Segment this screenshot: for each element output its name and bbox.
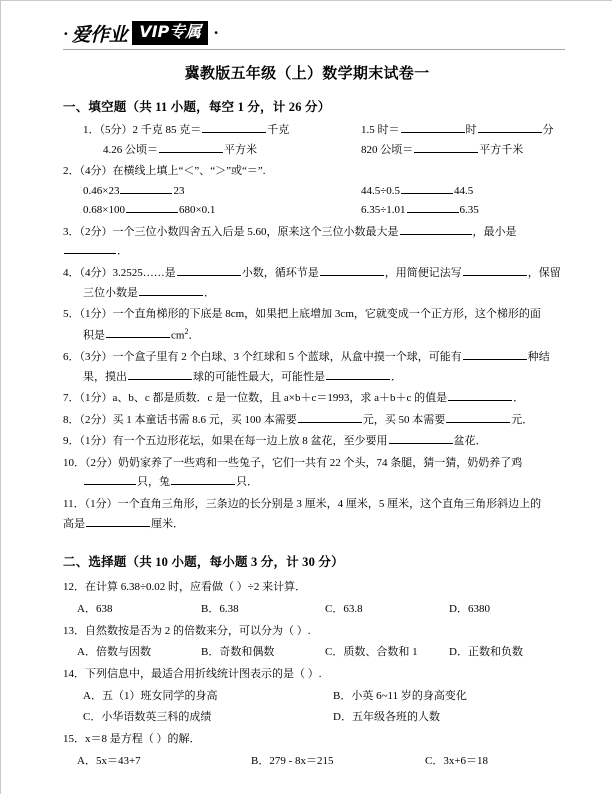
q5-part-b: 积是 (83, 329, 105, 342)
q2-blank-3[interactable] (126, 202, 178, 213)
q3-blank-2[interactable] (64, 243, 116, 254)
question-1 (63, 121, 565, 160)
q6-part-d: 球的可能性最大，可能性是 (193, 370, 325, 383)
q6-line-2 (63, 368, 565, 388)
q12-choice-a[interactable]: A．638 (77, 602, 113, 615)
q6-blank-2[interactable] (128, 368, 192, 379)
question-7 (63, 389, 565, 409)
q1-left-1-tail: 千克 (267, 124, 290, 136)
brand-header (1, 1, 612, 46)
q1-left-1: 2 千克 85 克＝ (132, 124, 202, 136)
question-3 (63, 223, 565, 262)
q7-blank-1[interactable] (448, 390, 512, 401)
q15-choice-a[interactable]: A．5x＝43+7 (77, 754, 141, 767)
q6-part-a: 6．（3分）一个盒子里有 2 个白球、3 个红球和 5 个蓝球，从盒中摸一个球，可能有 (63, 351, 462, 364)
q2-blank-4[interactable] (407, 202, 459, 213)
q4-part-f: ． (204, 286, 215, 299)
q4-blank-3[interactable] (463, 265, 527, 276)
q5-unit-sup: 2 (184, 326, 189, 336)
q11-blank-1[interactable] (86, 515, 150, 526)
question-14-choices-row-1 (63, 687, 565, 707)
vip-badge: VIP专属 (132, 21, 208, 44)
q4-part-b: 小数，循环节是 (241, 267, 319, 280)
q1-right-1-mid: 时 (465, 124, 477, 136)
q14-choice-a[interactable]: A．五（1）班女同学的身高 (83, 689, 218, 702)
q11-part-b: 高是 (63, 517, 85, 530)
q7-part-b: ． (513, 392, 525, 405)
question-10 (63, 454, 565, 493)
q6-part-e: ． (391, 370, 402, 383)
page-title: 冀教版五年级（上）数学期末试卷一 (184, 66, 430, 82)
q8-blank-2[interactable] (446, 411, 510, 422)
q11-part-c: 厘米． (151, 517, 184, 530)
q10-part-c: 只． (236, 476, 258, 489)
question-15-choices (63, 752, 565, 772)
q10-blank-2[interactable] (171, 474, 235, 485)
logo-dot-right-icon: · (213, 23, 219, 42)
q1-right-1: 1.5 时＝ (361, 124, 400, 136)
q10-part-b: 只，兔 (137, 476, 170, 489)
q2-right-2b: 6.35 (459, 204, 479, 217)
q7-part-a: 7．（1分）a、b、c 都是质数．c 是一位数，且 a×b＋c＝1993，求 a＋b＋c 的值是 (63, 392, 448, 405)
q10-line-2 (63, 473, 565, 493)
q8-part-a: 8．（2分）买 1 本童话书需 8.6 元，买 100 本需要 (63, 413, 297, 426)
q3-part-b: ，最小是 (472, 225, 517, 238)
q4-part-c: ，用简便记法写 (384, 267, 462, 280)
question-14-choices-row-2 (63, 708, 565, 728)
q5-line-2 (63, 325, 565, 346)
q12-choice-d[interactable]: D．6380 (449, 602, 490, 615)
q2-left-2a: 0.68×100 (83, 204, 125, 217)
q13-choice-a[interactable]: A．倍数与因数 (77, 646, 151, 659)
q3-part-a: 3．（2分）一个三位小数四舍五入后是 5.60，原来这个三位小数最大是 (63, 225, 399, 238)
q1-blank-4[interactable] (159, 141, 223, 152)
q2-left-1a: 0.46×23 (83, 184, 120, 197)
q9-blank-1[interactable] (389, 433, 453, 444)
question-14 (63, 665, 565, 685)
question-5 (63, 305, 565, 346)
q10-blank-1[interactable] (84, 474, 136, 485)
q6-blank-1[interactable] (463, 349, 527, 360)
q5-blank-1[interactable] (106, 327, 170, 338)
q11-part-a: 11．（1分）一个直角三角形，三条边的长分别是 3 厘米，4 厘米，5 厘米，这个直角三角形斜边上的 (63, 498, 542, 511)
q13-choice-c[interactable]: C．质数、合数和 1 (325, 646, 418, 659)
q4-blank-1[interactable] (177, 265, 241, 276)
q14-choice-b[interactable]: B．小英 6~11 岁的身高变化 (333, 689, 467, 702)
header-divider (63, 49, 565, 50)
q1-blank-5[interactable] (414, 141, 478, 152)
q5-part-c: cm (171, 329, 185, 342)
q4-part-a: 4．（4分）3.2525……是 (63, 267, 176, 280)
q9-part-a: 9．（1分）有一个五边形花坛，如果在每一边上放 8 盆花，至少要用 (63, 435, 388, 448)
exam-page (1, 1, 612, 772)
q15-stem: 15．x＝8 是方程（ ）的解． (63, 733, 201, 746)
q14-stem: 14．下列信息中，最适合用折线统计图表示的是（ ）. (63, 667, 322, 680)
q13-choice-d[interactable]: D．正数和负数 (449, 646, 523, 659)
question-2 (63, 162, 565, 221)
q4-line-2 (63, 284, 565, 304)
q5-part-a: 5．（1分）一个直角梯形的下底是 8cm，如果把上底增加 3cm，它就变成一个正方形，这个梯形的面 (63, 308, 541, 321)
q4-blank-2[interactable] (320, 265, 384, 276)
q1-left-2: 4.26 公顷＝ (103, 143, 158, 156)
q11-line-2 (63, 515, 565, 535)
q12-choice-c[interactable]: C．63.8 (325, 602, 363, 615)
q2-right-1a: 44.5÷0.5 (361, 184, 401, 197)
q5-part-d: ． (188, 329, 200, 342)
q1-blank-3[interactable] (478, 122, 542, 133)
logo-dot-left-icon: · (63, 23, 69, 43)
q14-choice-d[interactable]: D．五年级各班的人数 (333, 711, 440, 724)
q15-choice-c[interactable]: C．3x+6＝18 (425, 754, 489, 767)
question-11 (63, 495, 565, 534)
q1-blank-1[interactable] (202, 122, 266, 133)
q1-no: 1．（5分） (83, 124, 133, 136)
question-8 (63, 411, 565, 431)
question-13 (63, 622, 565, 642)
question-12 (63, 578, 565, 598)
q3-part-c: ． (117, 245, 128, 258)
q6-part-c: 果，摸出 (83, 370, 127, 383)
q2-stem: 2．（4分）在横线上填上“＜”、“＞”或“＝”. (63, 165, 266, 178)
question-15 (63, 730, 565, 750)
q12-stem: 12．在计算 6.38÷0.02 时，应看做（ ）÷2 来计算． (63, 581, 307, 594)
q2-left-1b: 23 (173, 184, 185, 197)
q15-choice-b[interactable]: B．279 - 8x＝215 (251, 754, 334, 767)
q2-right-2a: 6.35÷1.01 (361, 204, 406, 217)
section-heading-fill-blank: 一、填空题（共 11 小题，每空 1 分，计 26 分） (63, 100, 331, 114)
q8-blank-1[interactable] (298, 411, 362, 422)
q10-part-a: 10．（2分）奶奶家养了一些鸡和一些兔子，它们一共有 22 个头，74 条腿，猜一猜，奶奶养了鸡 (63, 456, 523, 469)
q13-stem: 13．自然数按是否为 2 的倍数来分，可以分为（ ）. (63, 624, 311, 637)
q6-blank-3[interactable] (326, 368, 390, 379)
question-6 (63, 348, 565, 387)
q1-right-1-tail: 分 (542, 124, 554, 136)
section-heading-multiple-choice: 二、选择题（共 10 小题，每小题 3 分，计 30 分） (63, 555, 344, 570)
q1-left-2-tail: 平方米 (224, 143, 257, 156)
q6-part-b: 种结 (527, 351, 550, 364)
q14-choice-c[interactable]: C．小华语数英三科的成绩 (83, 711, 212, 724)
q4-blank-4[interactable] (139, 284, 203, 295)
q9-part-b: 盆花． (453, 435, 487, 448)
question-12-choices (63, 600, 565, 620)
q2-right-1b: 44.5 (454, 184, 474, 197)
question-13-choices (63, 643, 565, 663)
brand-name: 爱作业 (71, 23, 128, 46)
q1-right-2: 820 公顷＝ (361, 143, 414, 156)
q12-choice-b[interactable]: B．6.38 (201, 602, 239, 615)
q13-choice-b[interactable]: B．奇数和偶数 (201, 646, 275, 659)
q2-left-2b: 680×0.1 (178, 204, 216, 217)
q4-part-e: 三位小数是 (83, 286, 138, 299)
question-9 (63, 432, 565, 452)
q1-blank-2[interactable] (401, 122, 465, 133)
q2-blank-2[interactable] (401, 182, 453, 193)
q1-right-2-tail: 平方千米 (479, 143, 524, 156)
q8-part-c: 元． (511, 413, 534, 426)
question-4 (63, 264, 565, 303)
q4-part-d: ，保留 (527, 267, 561, 280)
q3-blank-1[interactable] (400, 223, 472, 234)
q2-blank-1[interactable] (120, 182, 172, 193)
q8-part-b: 元，买 50 本需要 (362, 413, 446, 426)
